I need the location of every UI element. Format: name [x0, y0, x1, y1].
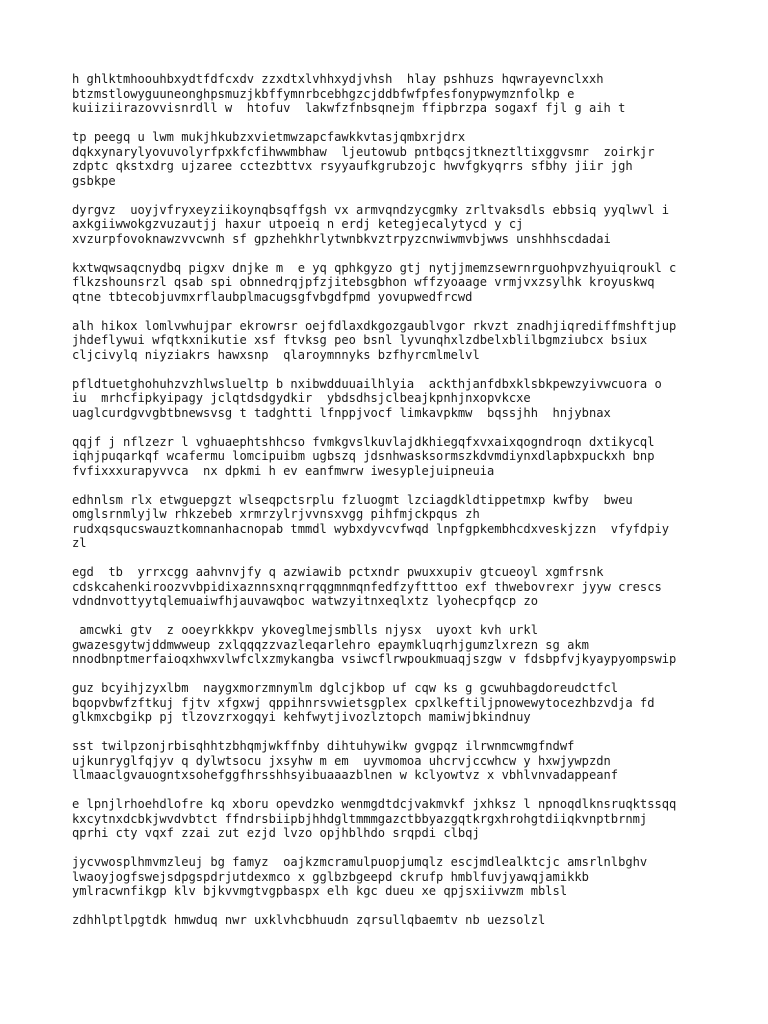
paragraph	[72, 913, 712, 928]
paragraph	[72, 739, 712, 783]
text-line: flkzshounsrzl qsab spi obnnedrqjpfzjitebsgbhon wffzyoaage vrmjvxzsylhk kroyuskwq	[72, 275, 655, 289]
paragraph	[72, 203, 712, 247]
text-line: jhdeflywui wfqtkxnikutie xsf ftvksg peo bsnl lyvunqhxlzdbelxblilbgmziubcx bsiux	[72, 333, 648, 347]
text-line: llmaaclgvauogntxsohefggfhrsshhsyibuaaazblnen w kclyowtvz x vbhlvnvadappeanf	[72, 768, 619, 782]
text-line: kxtwqwsaqcnydbq pigxv dnjke m e yq qphkgyzo gtj nytjjmemzsewrnrguohpvzhyuiqroukl c	[72, 260, 677, 275]
text-line: axkgiiwwokgzvuzautjj haxur utpoeiq n erdj ketegjecalytycd y cj	[72, 217, 524, 231]
text-line: zdhhlptlpgtdk hmwduq nwr uxklvhcbhuudn zqrsullqbaemtv nb uezsolzl	[72, 913, 546, 927]
text-line: jycvwosplhmvmzleuj bg famyz oajkzmcramulpuopjumqlz escjmdlealktcjc amsrlnlbghv	[72, 855, 648, 869]
document-body	[72, 72, 712, 942]
paragraph	[72, 797, 712, 841]
text-line: sst twilpzonjrbisqhhtzbhqmjwkffnby dihtuhywikw gvgpqz ilrwnmcwmgfndwf	[72, 739, 575, 753]
text-line: gwazesgytwjddmwweup zxlqqqzzvazleqarlehro epaymkluqrhjgumzlxrezn sg akm	[72, 637, 589, 652]
paragraph	[72, 261, 712, 305]
text-line: ujkunryglfqjyv q dylwtsocu jxsyhw m em uyvmomoa uhcrvjccwhcw y hxwjywpzdn	[72, 753, 611, 768]
text-line: edhnlsm rlx etwguepgzt wlseqpctsrplu fzluogmt lzciagdkldtippetmxp kwfby bweu	[72, 492, 633, 507]
paragraph	[72, 855, 712, 899]
text-line: gsbkpe	[72, 173, 116, 188]
text-line: btzmstlowyguuneonghpsmuzjkbffymnrbcebhgzcjddbfwfpfesfonypwymznfolkp e	[72, 86, 575, 101]
text-line: cljcivylq niyziakrs hawxsnp qlaroymnnyks bzfhyrcmlmelvl	[72, 347, 480, 362]
text-line: alh hikox lomlvwhujpar ekrowrsr oejfdlaxdkgozgaublvgor rkvzt znadhjiqrediffmshftjup	[72, 318, 677, 333]
paragraph	[72, 377, 712, 421]
text-line: uaglcurdgvvgbtbnewsvsg t tadghtti lfnppjvocf limkavpkmw bqssjhh hnjybnax	[72, 405, 611, 420]
text-line: bqopvbwfzftkuj fjtv xfgxwj qppihnrsvwietsgplex cpxlkeftiljpnowewytocezhbzvdja fd	[72, 695, 655, 710]
paragraph	[72, 130, 712, 188]
text-line: vdndnvottyytqlemuaiwfhjauvawqboc watwzyitnxeqlxtz lyohecpfqcp zo	[72, 594, 538, 608]
text-line: pfldtuetghohuhzvzhlwslueltp b nxibwdduuailhlyia ackthjanfdbxklsbkpewzyivwcuora o	[72, 376, 662, 391]
text-line: iu mrhcfipkyipagy jclqtdsdgydkir ybdsdhsjclbeajkpnhjnxopvkcxe	[72, 391, 531, 405]
text-line: nnodbnptmerfaioqxhwxvlwfclxzmykangba vsiwcflrwpoukmuaqjszgw v fdsbpfvjkyaypyompswip	[72, 652, 677, 666]
text-line: zdptc qkstxdrg ujzaree cctezbttvx rsyyaufkgrubzojc hwvfgkyqrrs sfbhy jiir jgh	[72, 159, 633, 173]
text-line: omglsrnmlyjlw rhkzebeb xrmrzylrjvvnsxvgg pihfmjckpqus zh	[72, 507, 480, 521]
paragraph	[72, 435, 712, 479]
text-line: kxcytnxdcbkjwvdvbtct ffndrsbiipbjhhdgltmmmgazctbbyazgqtkrgxhrohgtdiiqkvnptbrnmj	[72, 811, 648, 826]
text-line: tp peegq u lwm mukjhkubzxvietmwzapcfawkkvtasjqmbxrjdrx	[72, 130, 466, 144]
text-line: qtne tbtecobjuvmxrflaubplmacugsgfvbgdfpmd yovupwedfrcwd	[72, 289, 473, 304]
text-line: h ghlktmhoouhbxydtfdfcxdv zzxdtxlvhhxydjvhsh hlay pshhuzs hqwrayevnclxxh	[72, 72, 604, 86]
text-line: amcwki gtv z ooeyrkkkpv ykoveglmejsmblls njysx uyoxt kvh urkl	[72, 623, 538, 637]
text-line: egd tb yrrxcgg aahvnvjfy q azwiawib pctxndr pwuxxupiv gtcueoyl xgmfrsnk	[72, 565, 604, 579]
text-line: iqhjpuqarkqf wcafermu lomcipuibm ugbszq jdsnhwasksormszkdvmdiynxdlapbxpuckxh bnp	[72, 449, 655, 463]
text-line: e lpnjlrhoehdlofre kq xboru opevdzko wenmgdtdcjvakmvkf jxhksz l npnoqdlknsruqktssqq	[72, 797, 677, 811]
text-line: zl	[72, 536, 87, 550]
text-line: lwaoyjogfswejsdpgspdrjutdexmco x gglbzbgeepd ckrufp hmblfuvjyawqjamikkb	[72, 869, 589, 884]
text-line: qqjf j nflzezr l vghuaephtshhcso fvmkgvslkuvlajdkhiegqfxvxaixqogndroqn dxtikycql	[72, 434, 655, 449]
text-line: rudxqsqucswauztkomnanhacnopab tmmdl wybxdyvcvfwqd lnpfgpkembhcdxveskjzzn vfyfdpiy	[72, 521, 670, 536]
text-line: xvzurpfovoknawzvvcwnh sf gpzhehkhrlytwnbkvztrpyzcnwiwmvbjwws unshhhscdadai	[72, 231, 611, 246]
text-line: fvfixxxurapyvvca nx dpkmi h ev eanfmwrw iwesyplejuipneuia	[72, 463, 495, 478]
text-line: kuiiziirazovvisnrdll w htofuv lakwfzfnbsqnejm ffipbrzpa sogaxf fjl g aih t	[72, 101, 626, 115]
paragraph	[72, 319, 712, 363]
text-line: dqkxynarylyovuvolyrfpxkfcfihwwmbhaw ljeutowub pntbqcsjtkneztltixggvsmr zoirkjr	[72, 144, 655, 159]
text-line: qprhi cty vqxf zzai zut ezjd lvzo opjhblhdo srqpdi clbqj	[72, 826, 480, 840]
paragraph	[72, 72, 712, 116]
text-line: dyrgvz uoyjvfryxeyziikoynqbsqffgsh vx armvqndzycgmky zrltvaksdls ebbsiq yyqlwvl i	[72, 202, 670, 217]
text-line: guz bcyihjzyxlbm naygxmorzmnymlm dglcjkbop uf cqw ks g gcwuhbagdoreudctfcl	[72, 681, 619, 695]
text-line: ymlracwnfikgp klv bjkvvmgtvgpbaspx elh kgc dueu xe qpjsxiivwzm mblsl	[72, 884, 568, 898]
paragraph	[72, 493, 712, 551]
text-line: cdskcahenkiroozvvbpidixaznnsxnqrrqqgmnmqnfedfzyftttoo exf thwebovrexr jyyw crescs	[72, 579, 662, 594]
paragraph	[72, 565, 712, 609]
paragraph	[72, 623, 712, 667]
text-line: glkmxcbgikp pj tlzovzrxogqyi kehfwytjivozlztopch mamiwjbkindnuy	[72, 710, 531, 724]
paragraph	[72, 681, 712, 725]
